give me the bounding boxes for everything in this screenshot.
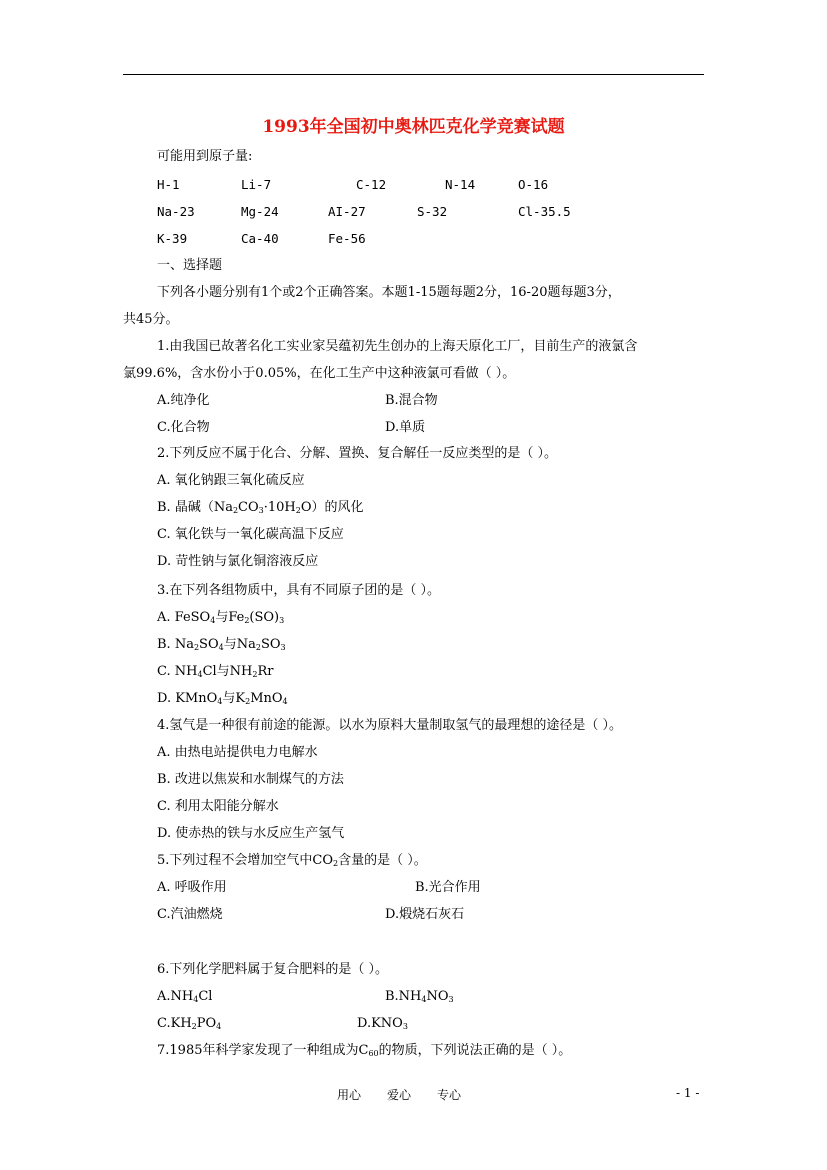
q2-option-b: B. 晶碱$(Na_2CO_3\cdot 10H_2O)$的风化	[157, 500, 364, 515]
atomic-ca: Ca-40	[241, 231, 279, 246]
q4-option-b: B. 改进以焦炭和水制煤气的方法	[157, 772, 344, 787]
q5-option-c: C.汽油燃烧	[157, 907, 223, 922]
q6-option-b: $B.NH_4NO_3$	[385, 989, 454, 1004]
atomic-mg: Mg-24	[241, 204, 279, 219]
q2-option-c: C. 氧化铁与一氧化碳高温下反应	[157, 527, 344, 542]
q4-option-a: A. 由热电站提供电力电解水	[157, 745, 318, 760]
footer-motto-2: 爱心	[387, 1088, 412, 1102]
q1-stem-line1: 1.由我国已故著名化工实业家吴蕴初先生创办的上海天原化工厂，目前生产的液氯含	[157, 339, 638, 354]
footer-motto-3: 专心	[437, 1088, 462, 1102]
page-number: - 1 -	[676, 1086, 700, 1100]
q5-option-d: D.煅烧石灰石	[385, 907, 465, 922]
q2-option-a: A. 氧化钠跟三氧化硫反应	[157, 473, 305, 488]
q5-stem: 5.下列过程不会增加空气中$CO_2$含量的是（ ）。	[157, 853, 427, 868]
atomic-li: Li-7	[241, 177, 272, 192]
atomic-k: K-39	[157, 231, 188, 246]
q6-option-c: $C.KH_2PO_4$	[157, 1016, 222, 1031]
atomic-fe: Fe-56	[328, 231, 366, 246]
q2-stem: 2.下列反应不属于化合、分解、置换、复合解任一反应类型的是（ ）。	[157, 446, 558, 461]
section-intro-line1: 下列各小题分别有1个或2个正确答案。本题1-15题每题2分，16-20题每题3分，	[157, 285, 621, 300]
atomic-o: O-16	[518, 177, 549, 192]
q4-stem: 4.氢气是一种很有前途的能源。以水为原料大量制取氢气的最理想的途径是（ ）。	[157, 718, 623, 733]
q4-option-d: D. 使赤热的铁与水反应生产氢气	[157, 826, 345, 841]
footer-motto-1: 用心	[337, 1088, 362, 1102]
q6-stem: 6.下列化学肥料属于复合肥料的是（ ）。	[157, 962, 389, 977]
q1-option-a: A.纯净化	[157, 393, 210, 408]
q1-option-b: B.混合物	[385, 393, 438, 408]
q4-option-c: C. 利用太阳能分解水	[157, 799, 279, 814]
q3-stem: 3.在下列各组物质中，具有不同原子团的是（ ）。	[157, 583, 441, 598]
atomic-n: N-14	[445, 177, 476, 192]
atomic-mass-label: 可能用到原子量:	[157, 149, 253, 164]
q7-stem: 7.1985年科学家发现了一种组成为$C_{60}$的物质，下列说法正确的是（ ）。	[157, 1043, 572, 1058]
q3-option-a: A. FeSO$_4$与$Fe_2(SO)_3$	[157, 610, 285, 625]
q2-option-d: D. 苛性钠与氯化铜溶液反应	[157, 554, 319, 569]
atomic-c: C-12	[356, 177, 387, 192]
q6-option-a: $A.NH_4Cl$	[157, 989, 213, 1004]
atomic-cl: Cl-35.5	[518, 204, 571, 219]
atomic-al: AI-27	[328, 204, 366, 219]
q3-option-b: B. $Na_2SO_4$与$Na_2SO_3$	[157, 637, 286, 652]
q1-option-d: D.单质	[385, 420, 426, 435]
q1-stem-line2: 氯99.6%，含水份小于0.05%，在化工生产中这种液氯可看做（ ）。	[123, 366, 516, 381]
atomic-s: S-32	[417, 204, 448, 219]
q6-option-d: $D.KNO_3$	[357, 1016, 408, 1031]
q3-option-c: C. $NH_4Cl$与$NH_2Rr$	[157, 664, 274, 679]
page-title: 1993年全国初中奥林匹克化学竞赛试题	[262, 117, 565, 137]
q5-option-b: B.光合作用	[415, 880, 481, 895]
section-heading: 一、选择题	[157, 258, 223, 273]
header-rule	[123, 74, 704, 75]
atomic-h: H-1	[157, 177, 180, 192]
atomic-na: Na-23	[157, 204, 195, 219]
section-intro-line2: 共45分。	[123, 312, 179, 327]
q3-option-d: D. KMnO$_4$与$K_2MnO_4$	[157, 691, 288, 706]
q5-option-a: A. 呼吸作用	[157, 880, 227, 895]
q1-option-c: C.化合物	[157, 420, 210, 435]
